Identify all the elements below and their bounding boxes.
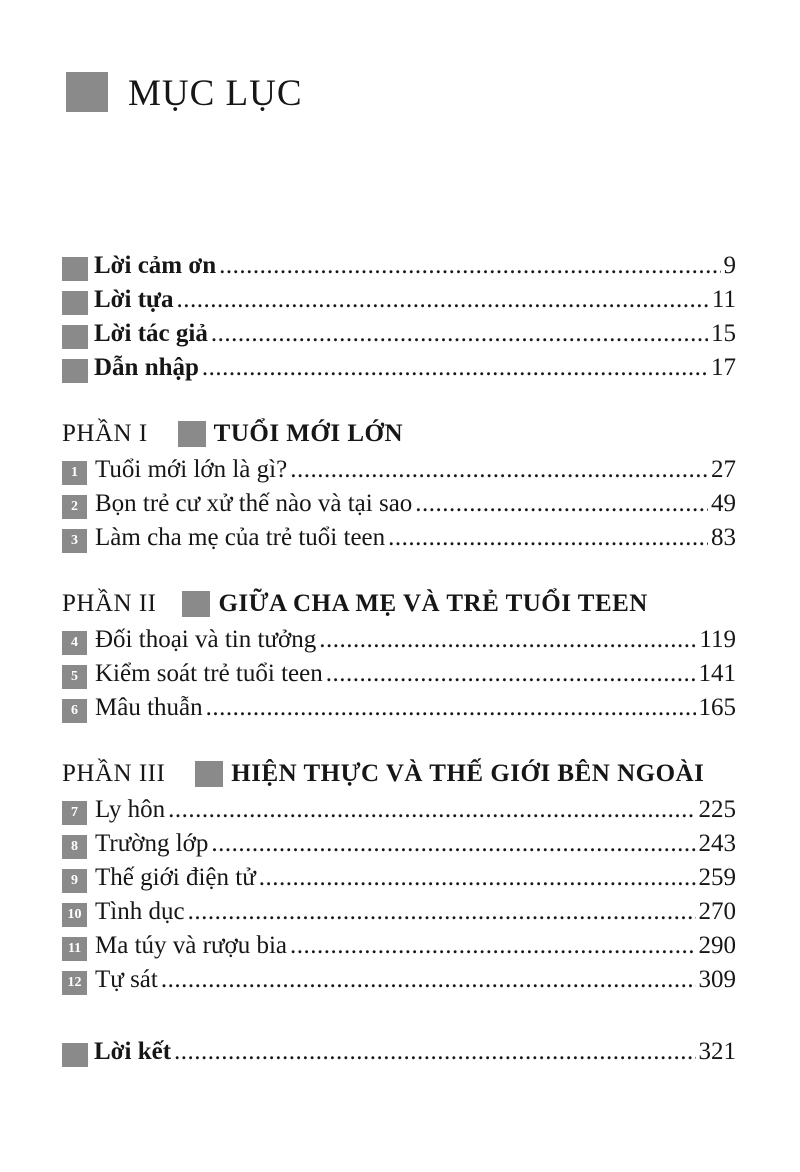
- toc-entry-front[interactable]: [62, 354, 736, 388]
- part-title: GIỮA CHA MẸ VÀ TRẺ TUỔI TEEN: [218, 590, 648, 617]
- part-title: TUỔI MỚI LỚN: [213, 420, 404, 447]
- dot-leader: [415, 490, 708, 518]
- entry-page-number: 290: [698, 932, 736, 959]
- entry-page-number: 259: [698, 864, 736, 891]
- entry-label: Ly hôn: [95, 796, 166, 823]
- dot-leader: [177, 286, 709, 314]
- dot-leader: [174, 1038, 695, 1066]
- entry-label: Ma túy và rượu bia: [95, 932, 288, 959]
- chapter-number-badge: 9: [62, 869, 87, 893]
- square-marker-icon: [62, 359, 88, 383]
- part-heading: [62, 590, 648, 618]
- entry-label: Thế giới điện tử: [95, 864, 256, 891]
- entry-page-number: 83: [711, 524, 736, 551]
- toc-entry-front[interactable]: [62, 286, 736, 320]
- chapter-number-badge: 6: [62, 699, 87, 723]
- title-square-marker: [66, 72, 108, 112]
- square-marker-icon: [195, 761, 223, 787]
- entry-page-number: 9: [723, 252, 736, 279]
- toc-entry-chapter[interactable]: [62, 932, 736, 966]
- chapter-number-badge: 12: [62, 971, 87, 995]
- part-label: PHẦN I: [62, 420, 148, 447]
- square-marker-icon: [62, 1043, 88, 1067]
- entry-page-number: 15: [711, 320, 736, 347]
- toc-entry-chapter[interactable]: [62, 694, 736, 728]
- page-title: MỤC LỤC: [128, 72, 303, 114]
- part-label: PHẦN II: [62, 590, 157, 617]
- chapter-number-badge: 1: [62, 461, 87, 485]
- entry-page-number: 49: [711, 490, 736, 517]
- square-marker-icon: [62, 291, 88, 315]
- dot-leader: [168, 796, 695, 824]
- entry-page-number: 119: [699, 626, 736, 653]
- dot-leader: [211, 830, 695, 858]
- entry-label: Mâu thuẫn: [95, 694, 203, 721]
- toc-entry-front[interactable]: [62, 320, 736, 354]
- part-title: HIỆN THỰC VÀ THẾ GIỚI BÊN NGOÀI: [231, 760, 705, 787]
- toc-entry-chapter[interactable]: [62, 830, 736, 864]
- entry-page-number: 17: [711, 354, 736, 381]
- part-heading: [62, 760, 704, 788]
- entry-label: Lời tác giả: [94, 320, 208, 347]
- entry-label: Lời tựa: [94, 286, 174, 313]
- entry-page-number: 141: [698, 660, 736, 687]
- dot-leader: [290, 932, 695, 960]
- dot-leader: [319, 626, 696, 654]
- entry-page-number: 11: [711, 286, 736, 313]
- entry-label: Tình dục: [95, 898, 185, 925]
- toc-title-row: [66, 72, 303, 112]
- entry-label: Kiểm soát trẻ tuổi teen: [95, 660, 323, 687]
- toc-entry-chapter[interactable]: [62, 456, 736, 490]
- dot-leader: [202, 354, 708, 382]
- square-marker-icon: [62, 325, 88, 349]
- chapter-number-badge: 2: [62, 495, 87, 519]
- toc-entry-front[interactable]: [62, 252, 736, 286]
- entry-label: Lời cảm ơn: [94, 252, 217, 279]
- entry-label: Lời kết: [94, 1038, 172, 1065]
- toc-entry-chapter[interactable]: [62, 966, 736, 1000]
- dot-leader: [188, 898, 696, 926]
- toc-entry-back[interactable]: [62, 1038, 736, 1072]
- chapter-number-badge: 7: [62, 801, 87, 825]
- entry-label: Tự sát: [95, 966, 158, 993]
- chapter-number-badge: 3: [62, 529, 87, 553]
- dot-leader: [259, 864, 696, 892]
- dot-leader: [388, 524, 708, 552]
- dot-leader: [206, 694, 696, 722]
- dot-leader: [211, 320, 708, 348]
- square-marker-icon: [182, 591, 210, 617]
- entry-page-number: 309: [698, 966, 736, 993]
- square-marker-icon: [178, 421, 206, 447]
- entry-label: Làm cha mẹ của trẻ tuổi teen: [95, 524, 386, 551]
- dot-leader: [161, 966, 696, 994]
- chapter-number-badge: 8: [62, 835, 87, 859]
- chapter-number-badge: 11: [62, 937, 87, 961]
- toc-entry-chapter[interactable]: [62, 626, 736, 660]
- entry-label: Bọn trẻ cư xử thế nào và tại sao: [95, 490, 413, 517]
- chapter-number-badge: 4: [62, 631, 87, 655]
- toc-entry-chapter[interactable]: [62, 898, 736, 932]
- entry-page-number: 321: [698, 1038, 736, 1065]
- entry-page-number: 165: [698, 694, 736, 721]
- toc-entry-chapter[interactable]: [62, 864, 736, 898]
- dot-leader: [290, 456, 708, 484]
- entry-page-number: 270: [698, 898, 736, 925]
- entry-label: Trường lớp: [95, 830, 209, 857]
- part-label: PHẦN III: [62, 760, 166, 787]
- entry-label: Tuổi mới lớn là gì?: [95, 456, 288, 483]
- toc-entry-chapter[interactable]: [62, 490, 736, 524]
- entry-page-number: 225: [698, 796, 736, 823]
- toc-entry-chapter[interactable]: [62, 796, 736, 830]
- square-marker-icon: [62, 257, 88, 281]
- chapter-number-badge: 5: [62, 665, 87, 689]
- entry-page-number: 27: [711, 456, 736, 483]
- dot-leader: [326, 660, 696, 688]
- part-heading: [62, 420, 403, 448]
- dot-leader: [219, 252, 720, 280]
- chapter-number-badge: 10: [62, 903, 87, 927]
- toc-entry-chapter[interactable]: [62, 524, 736, 558]
- entry-label: Dẫn nhập: [94, 354, 199, 381]
- entry-page-number: 243: [698, 830, 736, 857]
- entry-label: Đối thoại và tin tưởng: [95, 626, 317, 653]
- toc-entry-chapter[interactable]: [62, 660, 736, 694]
